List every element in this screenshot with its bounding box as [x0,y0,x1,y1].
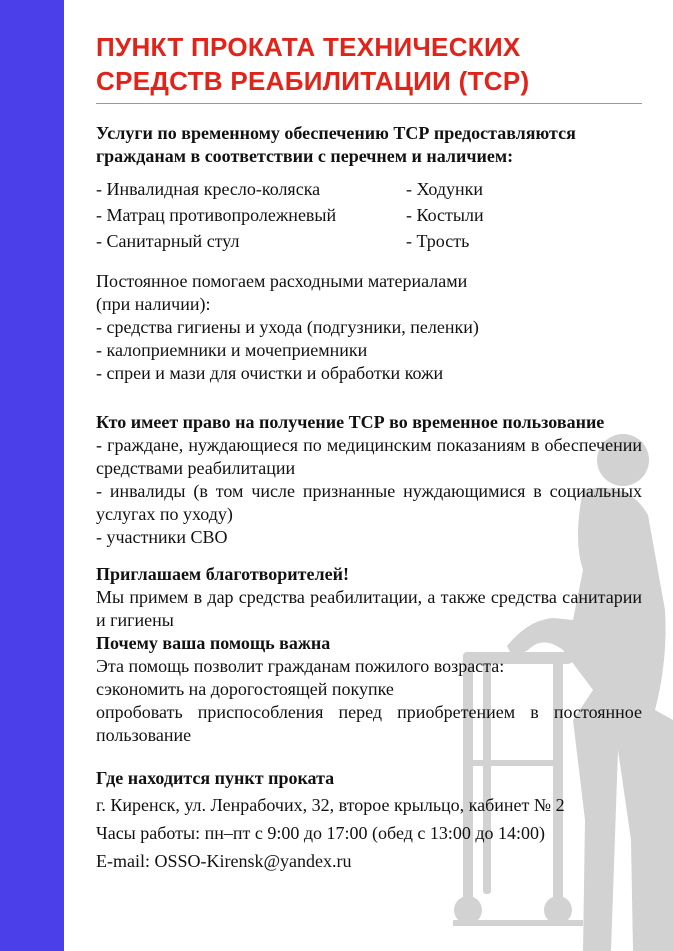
consumables-section [96,270,642,385]
working-hours: Часы работы: пн–пт с 9:00 до 17:00 (обед с 13:00 до 14:00) [96,823,546,843]
consumables-note: (при наличии): [96,294,211,314]
page-title [96,30,642,103]
equipment-item: - Матрац противопролежневый [96,205,337,225]
donors-heading: Приглашаем благотворителей! [96,564,349,584]
equipment-list [96,176,642,254]
equipment-item: - Костыли [406,205,484,225]
title-divider [96,103,642,104]
eligibility-heading: Кто имеет право на получение ТСР во временное пользование [96,412,605,432]
donors-section [96,563,642,747]
leaflet-content [96,30,642,875]
donors-text: Мы примем в дар средства реабилитации, а также средства санитарии и гигиены [96,587,642,630]
consumables-intro: Постоянное помогаем расходными материалами [96,271,468,291]
consumables-item: - средства гигиены и ухода (подгузники, пеленки) [96,317,479,337]
consumables-item: - спреи и мази для очистки и обработки кожи [96,363,444,383]
why-help-item: сэкономить на дорогостоящей покупке [96,679,394,699]
why-help-heading: Почему ваша помощь важна [96,633,331,653]
address-text: г. Киренск, ул. Ленрабочих, 32, второе крыльцо, кабинет № 2 [96,795,565,815]
email-address: E-mail: OSSO-Kirensk@yandex.ru [96,851,352,871]
equipment-item: - Ходунки [406,179,484,199]
eligibility-section [96,411,642,549]
eligibility-item: - граждане, нуждающиеся по медицинским показаниям в обеспечении средствами реабилитации [96,435,642,478]
equipment-item: - Инвалидная кресло-коляска [96,179,321,199]
title-line-2: СРЕДСТВ РЕАБИЛИТАЦИИ (ТСР) [96,66,530,96]
why-help-item: опробовать приспособления перед приобретением в постоянное пользование [96,702,642,745]
eligibility-item: - инвалиды (в том числе признанные нуждающимися в социальных услугах по уходу) [96,481,642,524]
location-heading: Где находится пункт проката [96,768,335,788]
location-section [96,765,642,875]
equipment-item: - Санитарный стул [96,231,240,251]
services-heading: Услуги по временному обеспечению ТСР предоставляются гражданам в соответствии с перечнем и наличием: [96,123,576,166]
equipment-item: - Трость [406,231,470,251]
equipment-column-1 [96,176,406,254]
equipment-column-2 [406,176,642,254]
why-help-intro: Эта помощь позволит гражданам пожилого возраста: [96,656,505,676]
eligibility-item: - участники СВО [96,527,228,547]
consumables-item: - калоприемники и мочеприемники [96,340,368,360]
title-line-1: ПУНКТ ПРОКАТА ТЕХНИЧЕСКИХ [96,32,521,62]
side-bar [0,0,64,951]
